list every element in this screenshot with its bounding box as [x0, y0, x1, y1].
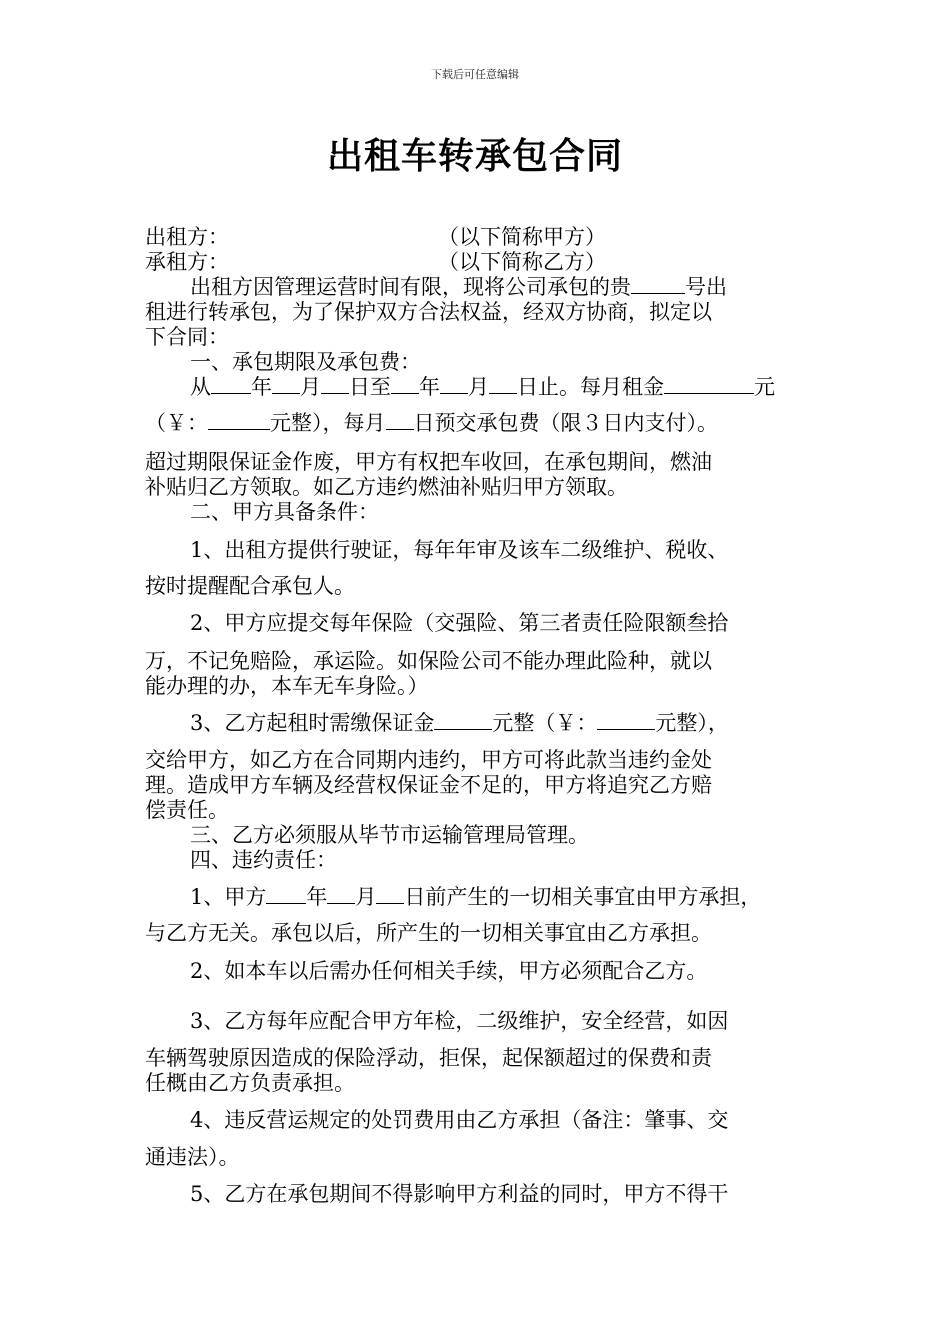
section-1-heading: 一、承包期限及承包费：	[190, 350, 421, 374]
section-2-heading: 二、甲方具备条件：	[190, 500, 379, 524]
fill-blank[interactable]	[321, 375, 349, 394]
fill-blank[interactable]	[376, 885, 404, 904]
text-run: 从	[190, 375, 211, 399]
fill-blank[interactable]	[434, 711, 492, 730]
clause-2-2-line-3: 能办理的办，本车无车身险。）	[145, 674, 429, 698]
fill-blank[interactable]	[597, 711, 655, 730]
text-run: 日预交承包费（限３日内支付）。	[413, 411, 718, 435]
clause-2-3-line-2: 交给甲方，如乙方在合同期内违约，甲方可将此款当违约金处	[145, 748, 712, 772]
fill-blank[interactable]	[266, 885, 306, 904]
text-run: 年	[251, 375, 272, 399]
text-run: 元	[754, 375, 775, 399]
party-lessee-note: （以下简称乙方）	[438, 250, 606, 274]
text-run: 月	[468, 375, 489, 399]
text-run: 日前产生的一切相关事宜由甲方承担，	[404, 885, 762, 909]
fill-blank[interactable]	[386, 411, 414, 430]
intro-line-3: 下合同：	[145, 325, 229, 349]
document-title: 出租车转承包合同	[326, 135, 623, 177]
fill-blank[interactable]	[391, 375, 419, 394]
fill-blank[interactable]	[327, 885, 355, 904]
clause-4-4-line-1: 4、违反营运规定的处罚费用由乙方承担（备注：肇事、交	[190, 1108, 729, 1132]
text-run: 3、乙方起租时需缴保证金	[190, 711, 435, 735]
header-note: 下载后可任意编辑	[431, 68, 519, 81]
clause-4-3-line-1: 3、乙方每年应配合甲方年检，二级维护，安全经营，如因	[190, 1009, 729, 1033]
party-lessee-label: 承租方：	[145, 250, 229, 274]
party-lessor-line	[145, 224, 815, 250]
party-lessor-label: 出租方：	[145, 225, 229, 249]
clause-4-1-line-1	[190, 884, 815, 910]
section-1-line-3: 超过期限保证金作废，甲方有权把车收回，在承包期间，燃油	[145, 450, 712, 474]
clause-2-3-line-4: 偿责任。	[145, 798, 229, 822]
clause-4-1-line-2: 与乙方无关。承包以后，所产生的一切相关事宜由乙方承担。	[145, 921, 712, 945]
intro-line-2: 租进行转承包，为了保护双方合法权益，经双方协商，拟定以	[145, 300, 712, 324]
text-run: 月	[300, 375, 321, 399]
term-dates-line	[190, 374, 815, 400]
text-run: 出租方因管理运营时间有限，现将公司承包的贵	[190, 275, 631, 299]
text-run: 日至	[349, 375, 391, 399]
text-run: 号出	[685, 275, 727, 299]
section-4-heading: 四、违约责任：	[190, 848, 337, 872]
text-run: 年	[419, 375, 440, 399]
clause-4-3-line-3: 任概由乙方负责承担。	[145, 1071, 355, 1095]
clause-4-4-line-2: 通违法）。	[145, 1145, 240, 1169]
text-run: 元整），	[655, 711, 729, 735]
rent-amount-line	[145, 410, 815, 436]
party-lessee-line	[145, 249, 815, 275]
fill-blank[interactable]	[631, 275, 685, 294]
section-1-line-4: 补贴归乙方领取。如乙方违约燃油补贴归甲方领取。	[145, 475, 628, 499]
text-run: 月	[355, 885, 377, 909]
text-run: 1、甲方	[190, 885, 267, 909]
fill-blank[interactable]	[272, 375, 300, 394]
text-run: 元整（￥：	[492, 711, 598, 735]
clause-4-3-line-2: 车辆驾驶原因造成的保险浮动，拒保，起保额超过的保费和责	[145, 1046, 712, 1070]
fill-blank[interactable]	[211, 375, 251, 394]
fill-blank[interactable]	[208, 411, 270, 430]
party-lessor-note: （以下简称甲方）	[438, 225, 606, 249]
text-run: 元整），每月	[270, 411, 386, 435]
clause-2-1-line-1: 1、出租方提供行驶证，每年年审及该车二级维护、税收、	[190, 538, 729, 562]
clause-2-3-line-1	[190, 710, 815, 736]
text-run: 日止。每月租金	[517, 375, 664, 399]
clause-4-5-line-1: 5、乙方在承包期间不得影响甲方利益的同时，甲方不得干	[190, 1182, 729, 1206]
fill-blank[interactable]	[440, 375, 468, 394]
clause-2-3-line-3: 理。造成甲方车辆及经营权保证金不足的，甲方将追究乙方赔	[145, 773, 712, 797]
clause-4-2-line-1: 2、如本车以后需办任何相关手续，甲方必须配合乙方。	[190, 959, 708, 983]
clause-2-1-line-2: 按时提醒配合承包人。	[145, 574, 355, 598]
text-run: （￥：	[145, 411, 208, 435]
text-run: 年	[306, 885, 328, 909]
fill-blank[interactable]	[664, 375, 754, 394]
intro-line-1	[190, 274, 815, 300]
section-3-heading: 三、乙方必须服从毕节市运输管理局管理。	[190, 823, 589, 847]
clause-2-2-line-2: 万，不记免赔险，承运险。如保险公司不能办理此险种，就以	[145, 649, 712, 673]
fill-blank[interactable]	[489, 375, 517, 394]
clause-2-2-line-1: 2、甲方应提交每年保险（交强险、第三者责任险限额叁拾	[190, 611, 729, 635]
